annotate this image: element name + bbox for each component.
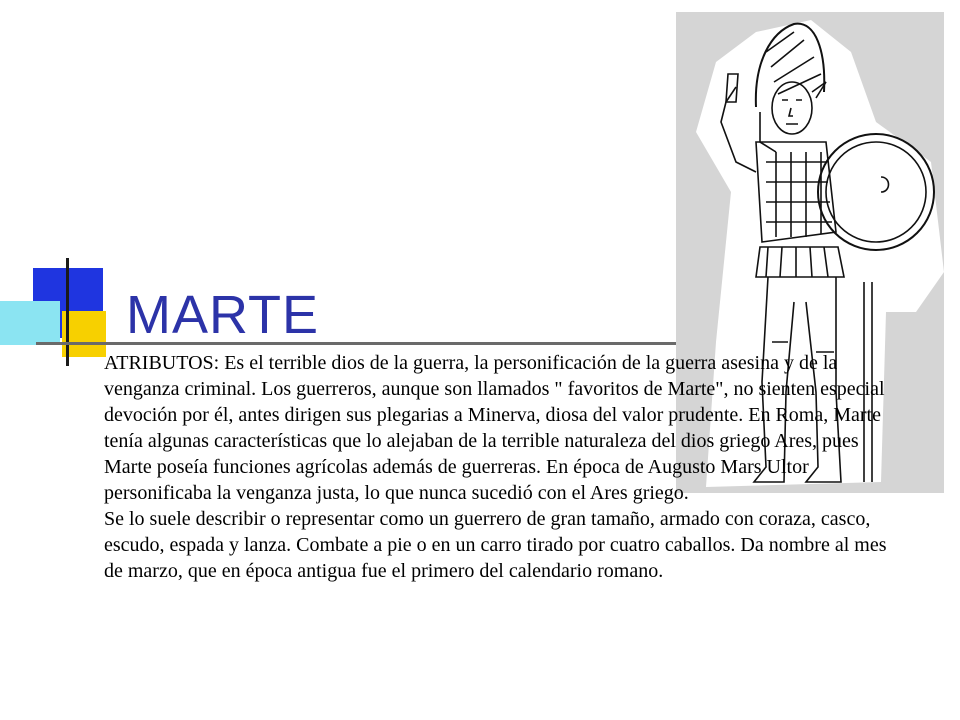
decor-cyan-square xyxy=(0,301,60,345)
slide-title: MARTE xyxy=(126,285,320,345)
body-text xyxy=(104,350,904,584)
decor-vertical-line xyxy=(66,258,69,366)
paragraph-attributes: ATRIBUTOS: Es el terrible dios de la guerra, la personificación de la guerra asesina y de la venganza criminal. Los guerreros, aunque son llamados " favoritos de Marte", no sienten especial devoción por él, antes dirigen sus plegarias a Minerva, diosa del valor prudente. En Roma, Marte tenía algunas características que lo alejaban de la terrible naturaleza del dios griego Ares, pues Marte poseía funciones agrícolas además de guerreras. En época de Augusto Mars Ultor personificaba la venganza justa, lo que nunca sucedió con el Ares griego. xyxy=(104,352,885,504)
paragraph-description: Se lo suele describir o representar como un guerrero de gran tamaño, armado con coraza, casco, escudo, espada y lanza. Combate a pie o en un carro tirado por cuatro caballos. Da nombre al mes de marzo, que en época antigua fue el primero del calendario romano. xyxy=(104,508,887,582)
